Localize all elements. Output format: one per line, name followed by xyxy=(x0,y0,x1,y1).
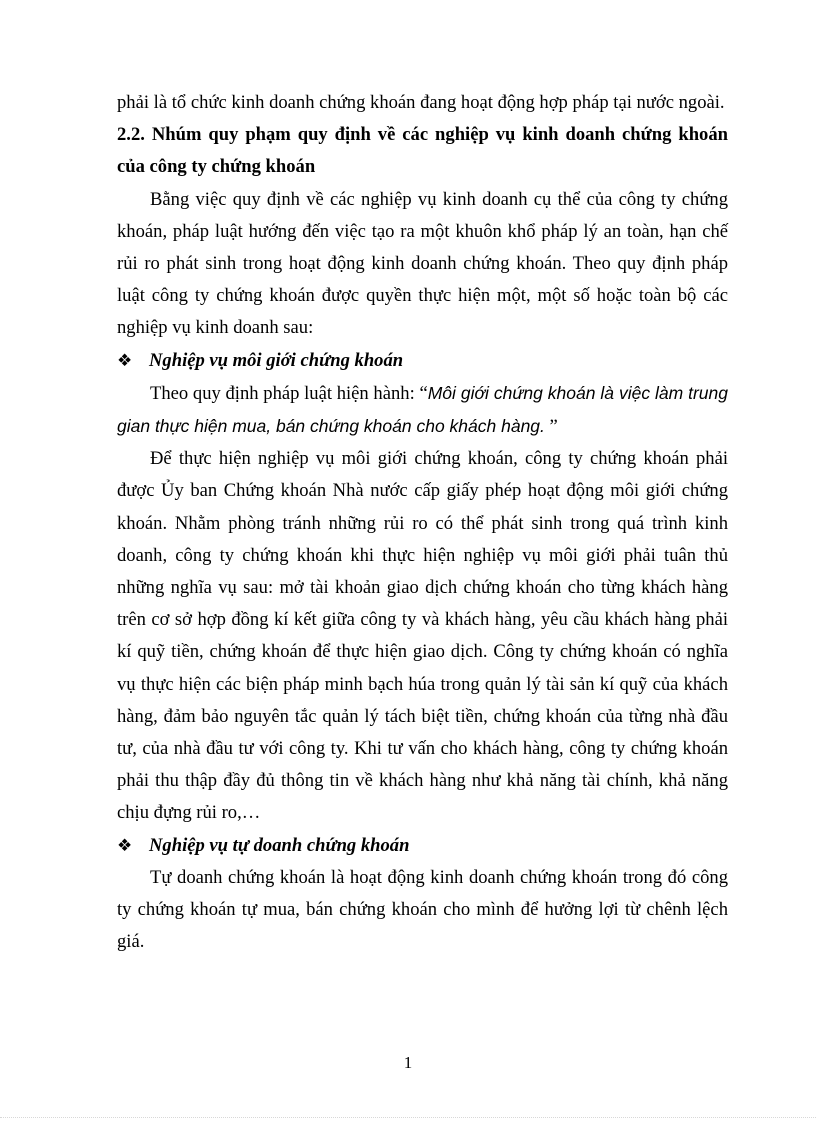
bullet-proprietary-label: Nghiệp vụ tự doanh chứng khoán xyxy=(149,834,410,856)
paragraph-overview: Bằng việc quy định về các nghiệp vụ kinh doanh cụ thể của công ty chứng khoán, pháp luật hướng đến việc tạo ra một khuôn khổ pháp lý an toàn, hạn chế rủi ro phát sinh trong hoạt động kinh doanh chứng khoán. Theo quy định pháp luật công ty chứng khoán được quyền thực hiện một, một số hoặc toàn bộ các nghiệp vụ kinh doanh sau: xyxy=(117,188,728,339)
paragraph-proprietary: Tự doanh chứng khoán là hoạt động kinh doanh chứng khoán trong đó công ty chứng khoán tự mua, bán chứng khoán cho mình để hưởng lợi từ chênh lệch giá. xyxy=(117,866,728,953)
paragraph-brokerage-duties: Để thực hiện nghiệp vụ môi giới chứng khoán, công ty chứng khoán phải được Ủy ban Chứng khoán Nhà nước cấp giấy phép hoạt động môi giới chứng khoán. Nhằm phòng tránh những rủi ro có thể phát sinh trong quá trình kinh doanh, công ty chứng khoán khi thực hiện nghiệp vụ môi giới phải tuân thủ những nghĩa vụ sau: mở tài khoản giao dịch chứng khoán cho từng khách hàng trên cơ sở hợp đồng kí kết giữa công ty và khách hàng, yêu cầu khách hàng phải kí quỹ tiền, chứng khoán để thực hiện giao dịch. Công ty chứng khoán có nghĩa vụ thực hiện các biện pháp minh bạch húa trong quản lý tài sản kí quỹ của khách hàng, đảm bảo nguyên tắc quản lý tách biệt tiền, chứng khoán của từng nhà đầu tư, của nhà đầu tư với công ty. Khi tư vấn cho khách hàng, công ty chứng khoán phải thu thập đầy đủ thông tin về khách hàng như khả năng tài chính, khả năng chịu đựng rủi ro,… xyxy=(117,448,728,824)
section-heading: 2.2. Nhúm quy phạm quy định về các nghiệp vụ kinh doanh chứng khoán của công ty chứng khoán xyxy=(117,124,728,178)
definition-quote: Môi giới chứng khoán là việc làm trung gian thực hiện mua, bán chứng khoán cho khách hàng. xyxy=(117,382,728,437)
bullet-brokerage xyxy=(117,345,728,377)
diamond-bullet-icon: ❖ xyxy=(117,350,133,370)
page-number: 1 xyxy=(403,1053,413,1072)
definition-lead: Theo quy định pháp luật hiện hành: “ xyxy=(150,382,428,404)
bullet-brokerage-label: Nghiệp vụ môi giới chứng khoán xyxy=(149,349,404,371)
paragraph-intro: phải là tổ chức kinh doanh chứng khoán đang hoạt động hợp pháp tại nước ngoài. xyxy=(117,92,725,113)
page-bottom-divider xyxy=(0,1117,816,1118)
diamond-bullet-icon: ❖ xyxy=(117,835,133,855)
bullet-proprietary xyxy=(117,830,728,862)
paragraph-definition xyxy=(117,377,728,443)
definition-tail: ” xyxy=(544,416,558,438)
